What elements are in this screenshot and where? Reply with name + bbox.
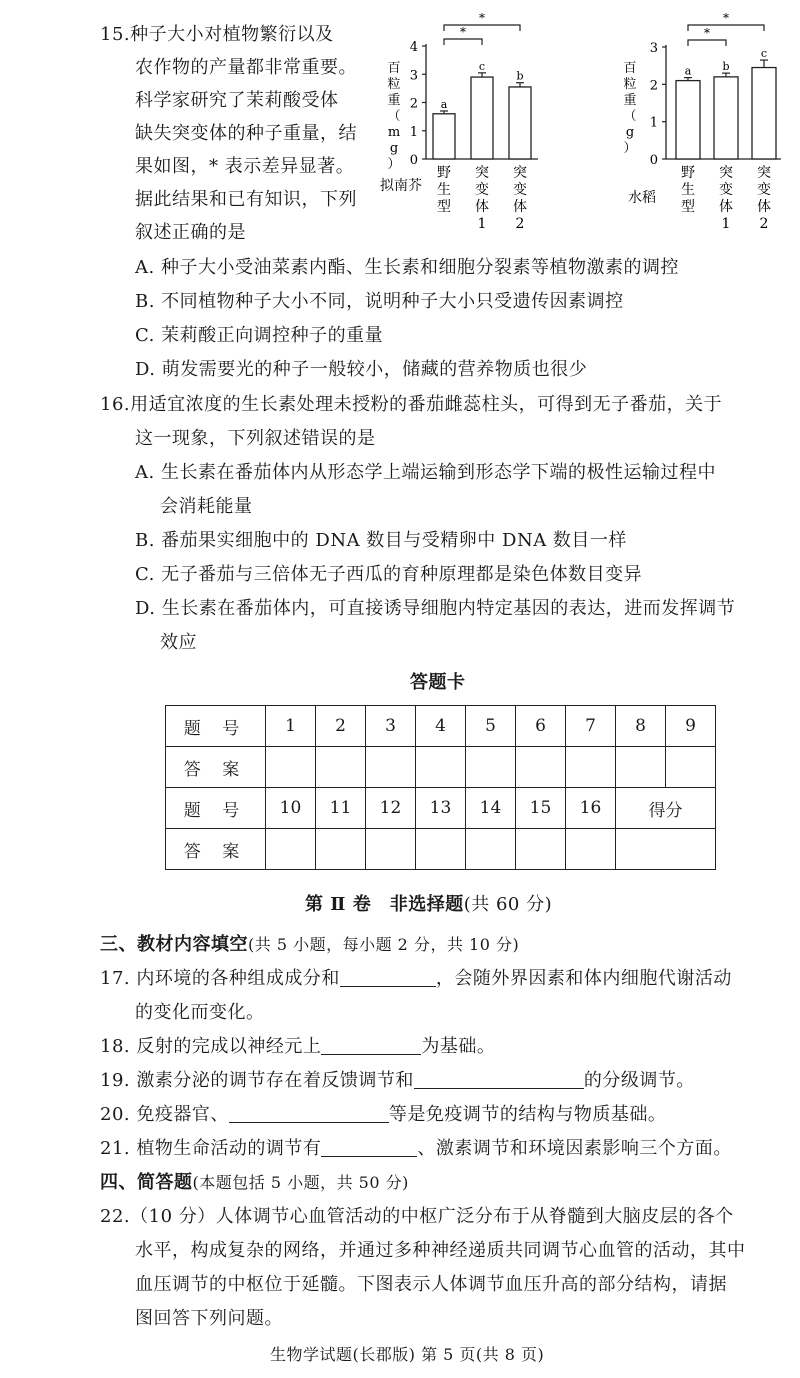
question-number: 10 [266, 788, 316, 829]
chart2-category-char: 体 [719, 199, 733, 215]
chart1-tick-label: 2 [409, 96, 418, 112]
chart1-category-char: 1 [477, 216, 487, 232]
chart1-category-char: 生 [437, 182, 451, 198]
answer-cell[interactable] [616, 747, 666, 788]
chart2-ylabel-char: （ [623, 109, 637, 124]
chart1-ylabel-char: g [389, 141, 399, 156]
chart2-tick-label: 0 [649, 153, 658, 168]
chart2-category-char: 变 [757, 182, 771, 198]
chart2-sig-letter: a [684, 64, 692, 78]
chart2-category-char: 野 [681, 165, 695, 181]
answer-cell[interactable] [666, 747, 716, 788]
chart2-sig-star: * [704, 26, 710, 40]
chart1-ylabel-char: 粒 [387, 77, 401, 92]
chart2-ylabel [623, 61, 636, 156]
question-number: 11 [316, 788, 366, 829]
q16-option-a-line-1: A. 生长素在番茄体内从形态学上端运输到形态学下端的极性运输过程中 [135, 462, 716, 483]
chart2-sig-star: * [723, 12, 729, 25]
q19-line: 19. 激素分泌的调节存在着反馈调节和 的分级调节。 [100, 1070, 695, 1091]
answer-cell[interactable] [366, 747, 416, 788]
question-number: 5 [466, 706, 516, 747]
answer-cell[interactable] [516, 829, 566, 870]
question-number: 1 [266, 706, 316, 747]
answer-cell[interactable] [566, 747, 616, 788]
q22-line-3: 血压调节的中枢位于延髓。下图表示人体调节血压升高的部分结构，请据 [135, 1274, 727, 1295]
chart2-category-char: 2 [759, 216, 769, 232]
page-footer: 生物学试题(长郡版) 第 5 页(共 8 页) [270, 1345, 545, 1364]
q17-line-2: 的变化而变化。 [135, 1002, 265, 1023]
chart1-category-char: 野 [437, 165, 451, 181]
chart1-sig-letter: a [440, 97, 448, 111]
chart2-category-char: 生 [681, 182, 695, 198]
row-label: 题 号 [166, 706, 266, 747]
q19-blank[interactable] [414, 1070, 584, 1089]
chart2-title: 水稻 [628, 190, 656, 206]
chart2-category-char: 突 [719, 165, 733, 181]
chart2-sig-letter: c [760, 47, 768, 61]
chart2-ylabel-char: ） [623, 141, 637, 156]
chart1-tick-label: 4 [409, 40, 418, 55]
chart-arabidopsis [380, 12, 550, 247]
chart1-ylabel [387, 61, 400, 172]
answer-card-row [166, 706, 716, 747]
q15-stem-line-1: 15.种子大小对植物繁衍以及 [100, 24, 334, 45]
row-label: 题 号 [166, 788, 266, 829]
chart2-category-char: 突 [757, 165, 771, 181]
q15-option-c: C. 茉莉酸正向调控种子的重量 [135, 325, 384, 346]
q22-line-1: 22.（10 分）人体调节心血管活动的中枢广泛分布于从脊髓到大脑皮层的各个 [100, 1206, 734, 1227]
q16-option-c: C. 无子番茄与三倍体无子西瓜的育种原理都是染色体数目变异 [135, 564, 643, 585]
chart2-bar [752, 68, 776, 159]
answer-card-row [166, 788, 716, 829]
chart1-category-char: 突 [475, 165, 489, 181]
q16-stem-line-1: 16.用适宜浓度的生长素处理未授粉的番茄雌蕊柱头，可得到无子番茄，关于 [100, 394, 723, 415]
part2-heading: 第 Ⅱ 卷 非选择题(共 60 分) [305, 894, 553, 915]
answer-cell[interactable] [366, 829, 416, 870]
q20-line: 20. 免疫器官、 等是免疫调节的结构与物质基础。 [100, 1104, 667, 1125]
answer-cell[interactable] [416, 829, 466, 870]
chart1-ylabel-char: ） [387, 157, 401, 172]
chart2-category-char: 型 [681, 199, 695, 215]
chart2-ylabel-char: 粒 [623, 77, 637, 92]
chart1-ylabel-char: 百 [387, 61, 401, 76]
q17-blank[interactable] [340, 968, 436, 987]
q16-option-d-line-1: D. 生长素在番茄体内，可直接诱导细胞内特定基因的表达，进而发挥调节 [135, 598, 736, 619]
section3-heading: 三、教材内容填空(共 5 小题，每小题 2 分，共 10 分) [100, 934, 520, 955]
chart1-category-char: 变 [475, 182, 489, 198]
q16-stem-line-2: 这一现象，下列叙述错误的是 [135, 428, 376, 449]
chart1-bracket [444, 39, 482, 45]
chart2-tick-label: 1 [649, 115, 658, 131]
q15-stem-line-2: 农作物的产量都非常重要。 [135, 57, 357, 78]
question-number: 13 [416, 788, 466, 829]
q18-line: 18. 反射的完成以神经元上 为基础。 [100, 1036, 496, 1057]
chart1-sig-letter: b [516, 69, 524, 83]
q15-stem-line-3: 科学家研究了茉莉酸受体 [135, 90, 339, 111]
q22-line-2: 水平，构成复杂的网络，并通过多种神经递质共同调节心血管的活动，其中 [135, 1240, 746, 1261]
chart2-bracket [688, 25, 764, 31]
chart1-ylabel-char: m [387, 125, 401, 140]
chart1-sig-star: * [460, 25, 466, 39]
question-number: 14 [466, 788, 516, 829]
chart2-bracket [688, 40, 726, 46]
question-number: 6 [516, 706, 566, 747]
q15-option-a: A. 种子大小受油菜素内酯、生长素和细胞分裂素等植物激素的调控 [135, 257, 679, 278]
chart2-ylabel-char: 百 [623, 61, 637, 76]
answer-cell[interactable] [316, 829, 366, 870]
chart1-category-char: 体 [475, 199, 489, 215]
q20-blank[interactable] [229, 1104, 389, 1123]
q16-option-b: B. 番茄果实细胞中的 DNA 数目与受精卵中 DNA 数目一样 [135, 530, 627, 551]
q18-blank[interactable] [321, 1036, 421, 1055]
q15-option-d: D. 萌发需要光的种子一般较小，储藏的营养物质也很少 [135, 359, 588, 380]
chart1-ylabel-char: 重 [387, 93, 401, 108]
q15-stem-line-6: 据此结果和已有知识，下列 [135, 189, 357, 210]
q22-line-4: 图回答下列问题。 [135, 1308, 283, 1329]
answer-card-row [166, 829, 716, 870]
chart1-tick-label: 3 [409, 68, 418, 84]
answer-cell[interactable] [266, 747, 316, 788]
answer-cell[interactable] [266, 829, 316, 870]
answer-cell[interactable] [566, 829, 616, 870]
q15-option-b: B. 不同植物种子大小不同，说明种子大小只受遗传因素调控 [135, 291, 624, 312]
row-label: 答 案 [166, 747, 266, 788]
chart1-bar [433, 114, 455, 159]
chart1-category-char: 2 [515, 216, 525, 232]
answer-card-row [166, 747, 716, 788]
q21-blank[interactable] [321, 1138, 417, 1157]
q15-stem-line-5: 果如图，* 表示差异显著。 [135, 156, 355, 177]
question-number: 8 [616, 706, 666, 747]
answer-cell[interactable] [516, 747, 566, 788]
answer-card-table [165, 705, 716, 870]
chart1-tick-label: 0 [409, 153, 418, 168]
section4-heading: 四、简答题(本题包括 5 小题，共 50 分) [100, 1172, 409, 1193]
chart2-bars [676, 47, 776, 232]
question-number: 4 [416, 706, 466, 747]
chart1-category-char: 变 [513, 182, 527, 198]
chart2-category-char: 体 [757, 199, 771, 215]
q21-line: 21. 植物生命活动的调节有 、激素调节和环境因素影响三个方面。 [100, 1138, 732, 1159]
chart2-tick-label: 3 [649, 41, 658, 56]
q15-stem-line-7: 叙述正确的是 [135, 222, 246, 243]
row-label: 答 案 [166, 829, 266, 870]
chart1-category-char: 型 [437, 199, 451, 215]
answer-cell[interactable] [316, 747, 366, 788]
chart2-category-char: 1 [721, 216, 731, 232]
chart2-sig-letter: b [722, 60, 730, 74]
question-number: 3 [366, 706, 416, 747]
chart1-bracket [444, 25, 520, 31]
q17-line-1: 17. 内环境的各种组成成分和 ，会随外界因素和体内细胞代谢活动 [100, 968, 732, 989]
chart2-category-char: 变 [719, 182, 733, 198]
chart1-sig-star: * [479, 12, 485, 25]
chart2-ylabel-char: 重 [623, 93, 637, 108]
chart1-tick-label: 1 [409, 124, 418, 140]
chart1-category-char: 突 [513, 165, 527, 181]
question-number: 7 [566, 706, 616, 747]
chart2-bar [714, 77, 738, 159]
chart1-category-char: 体 [513, 199, 527, 215]
chart1-sig-letter: c [478, 59, 486, 73]
chart1-ylabel-char: （ [387, 109, 401, 124]
q16-option-a-line-2: 会消耗能量 [160, 496, 253, 517]
chart2-sig [688, 12, 764, 46]
chart1-bars [433, 60, 531, 232]
chart2-ylabel-char: g [625, 125, 635, 140]
score-label: 得分 [616, 788, 716, 829]
answer-cell[interactable] [466, 829, 516, 870]
answer-card-title: 答题卡 [410, 672, 466, 693]
chart2-tick-label: 2 [649, 78, 658, 94]
question-number: 2 [316, 706, 366, 747]
answer-cell[interactable] [416, 747, 466, 788]
chart1-sig [444, 12, 520, 45]
answer-cell[interactable] [466, 747, 516, 788]
q15-stem-line-4: 缺失突变体的种子重量，结 [135, 123, 357, 144]
chart1-title: 拟南芥 [380, 178, 422, 194]
question-number: 16 [566, 788, 616, 829]
chart2-bar [676, 81, 700, 159]
chart1-bar [509, 87, 531, 159]
question-number: 15 [516, 788, 566, 829]
score-cell[interactable] [616, 829, 716, 870]
question-number: 9 [666, 706, 716, 747]
q16-option-d-line-2: 效应 [160, 632, 197, 653]
chart-rice [610, 12, 790, 247]
question-number: 12 [366, 788, 416, 829]
chart1-bar [471, 77, 493, 159]
